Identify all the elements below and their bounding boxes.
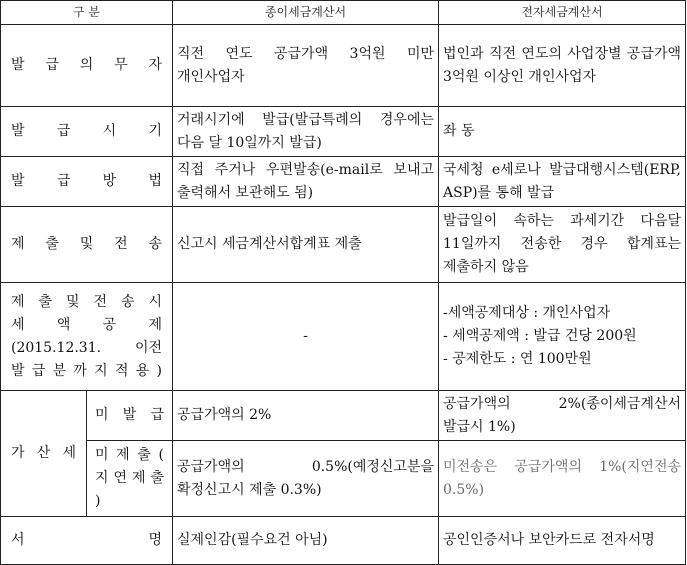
sub-label-not-issued: 미 발 급 — [87, 391, 173, 441]
cell-paper-signature: 실제인감(필수요건 아님) — [173, 517, 439, 565]
row-label-submission: 제 출 및 전 송 — [1, 207, 173, 283]
cell-electronic-not-issued: 공급가액의 2%(종이세금계산서 발급시 1%) — [439, 391, 686, 441]
sub-label-not-submitted: 미 제 출 ( 지 연 제 출 ) — [87, 441, 173, 517]
cell-electronic-tax-credit: -세액공제대상 : 개인사업자 - 세액공제액 : 발급 건당 200원 - 공제한도 : 연 100만원 — [439, 283, 686, 391]
cell-electronic-submission: 발급일이 속하는 과세기간 다음달 11일까지 전송한 경우 합계표는 제출하지 않음 — [439, 207, 686, 283]
cell-electronic-not-submitted: 미전송은 공급가액의 1%(지연전송 0.5%) — [439, 441, 686, 517]
table-row — [1, 391, 686, 441]
cell-paper-tax-credit: - — [173, 283, 439, 391]
cell-paper-submission: 신고시 세금계산서합계표 제출 — [173, 207, 439, 283]
cell-paper-timing: 거래시기에 발급(발급특례의 경우에는 다음 달 10일까지 발급) — [173, 107, 439, 157]
cell-electronic-obligation: 법인과 직전 연도의 사업장별 공급가액 3억원 이상인 개인사업자 — [439, 25, 686, 107]
table-row — [1, 107, 686, 157]
table-row — [1, 441, 686, 517]
table-header-row — [1, 1, 686, 25]
row-label-obligation: 발 급 의 무 자 — [1, 25, 173, 107]
table-row — [1, 25, 686, 107]
row-label-penalty: 가 산 세 — [1, 391, 87, 517]
cell-paper-not-submitted: 공급가액의 0.5%(예정신고분을 확정신고시 제출 0.3%) — [173, 441, 439, 517]
header-electronic-invoice: 전자세금계산서 — [439, 1, 686, 25]
cell-electronic-timing: 좌 동 — [439, 107, 686, 157]
cell-paper-method: 직접 주거나 우편발송(e-mail로 보내고 출력해서 보관해도 됨) — [173, 157, 439, 207]
header-category: 구 분 — [1, 1, 173, 25]
table-row — [1, 283, 686, 391]
row-label-tax-credit: 제 출 및 전 송 시 세 액 공 제 (2015.12.31. 이전 발 급 분 까 지 적 용 ) — [1, 283, 173, 391]
cell-electronic-method: 국세청 e세로나 발급대행시스템(ERP, ASP)를 통해 발급 — [439, 157, 686, 207]
header-paper-invoice: 종이세금계산서 — [173, 1, 439, 25]
cell-paper-obligation: 직전 연도 공급가액 3억원 미만 개인사업자 — [173, 25, 439, 107]
table-row — [1, 207, 686, 283]
cell-paper-not-issued: 공급가액의 2% — [173, 391, 439, 441]
row-label-method: 발 급 방 법 — [1, 157, 173, 207]
row-label-timing: 발 급 시 기 — [1, 107, 173, 157]
table-row — [1, 157, 686, 207]
table-row — [1, 517, 686, 565]
cell-electronic-signature: 공인인증서나 보안카드로 전자서명 — [439, 517, 686, 565]
row-label-signature: 서 명 — [1, 517, 173, 565]
